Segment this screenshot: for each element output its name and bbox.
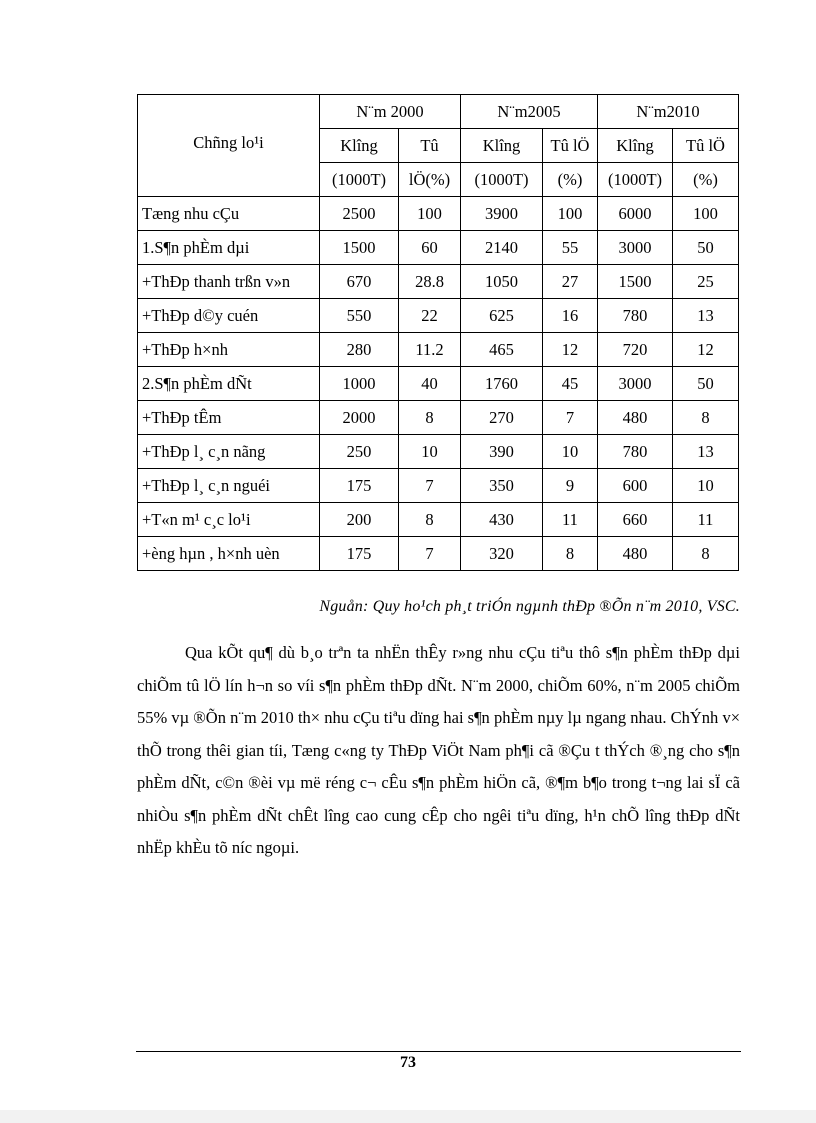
table-cell: 1760 (461, 367, 543, 401)
header-khl-unit: (1000T) (320, 163, 399, 197)
row-label: +ThÐp thanh trßn v»n (138, 265, 320, 299)
table-cell: 13 (673, 299, 739, 333)
table-cell: 3000 (598, 367, 673, 401)
row-label: +ThÐp l¸ c¸n nguéi (138, 469, 320, 503)
header-ratio: Tû lÖ (543, 129, 598, 163)
source-note: Nguån: Quy ho¹ch ph¸t triÓn ngµnh thÐp ®Õn n¨m 2010, VSC. (319, 598, 740, 615)
row-label: +èng hµn , h×nh uèn (138, 537, 320, 571)
table-cell: 10 (399, 435, 461, 469)
table-cell: 100 (399, 197, 461, 231)
table-row (138, 401, 739, 435)
table-cell: 175 (320, 469, 399, 503)
table-cell: 350 (461, 469, 543, 503)
table-cell: 8 (399, 503, 461, 537)
table-cell: 780 (598, 299, 673, 333)
forecast-table (137, 94, 739, 571)
table-cell: 11.2 (399, 333, 461, 367)
table-cell: 3000 (598, 231, 673, 265)
table-row (138, 333, 739, 367)
header-year-2000: N¨m 2000 (320, 95, 461, 129)
row-label: Tæng nhu cÇu (138, 197, 320, 231)
table-row (138, 435, 739, 469)
header-ratio: Tû (399, 129, 461, 163)
table-cell: 2140 (461, 231, 543, 265)
table-row (138, 503, 739, 537)
header-row-years (138, 95, 739, 129)
table-cell: 12 (543, 333, 598, 367)
table-cell: 6000 (598, 197, 673, 231)
table-cell: 60 (399, 231, 461, 265)
header-khl: Klîng (461, 129, 543, 163)
row-label: +ThÐp h×nh (138, 333, 320, 367)
table-cell: 175 (320, 537, 399, 571)
table-cell: 7 (543, 401, 598, 435)
row-label: +ThÐp l¸ c¸n nãng (138, 435, 320, 469)
table-cell: 550 (320, 299, 399, 333)
table-cell: 2500 (320, 197, 399, 231)
header-khl-unit: (1000T) (461, 163, 543, 197)
row-label: +ThÐp d©y cuén (138, 299, 320, 333)
header-ratio-unit: lÖ(%) (399, 163, 461, 197)
table-cell: 50 (673, 367, 739, 401)
row-label: +ThÐp tÊm (138, 401, 320, 435)
table-cell: 40 (399, 367, 461, 401)
table-cell: 780 (598, 435, 673, 469)
table-cell: 480 (598, 537, 673, 571)
table-row (138, 367, 739, 401)
table-cell: 100 (543, 197, 598, 231)
header-ratio: Tû lÖ (673, 129, 739, 163)
table-cell: 250 (320, 435, 399, 469)
body-paragraph: Qua kÕt qu¶ dù b¸o trªn ta nhËn thÊy r»ng nhu cÇu tiªu thô s¶n phÈm thÐp dµi chiÕm tû lÖ lín h¬n so víi s¶n phÈm thÐp dÑt. N¨m 2000, chiÕm 60%, n¨m 2005 chiÕm 55% vµ ®Õn n¨m 2010 th× nhu cÇu tiªu dïng hai s¶n phÈm nµy lµ ngang nhau. ChÝnh v× thÕ trong thêi gian tíi, Tæng c«ng ty ThÐp ViÖt Nam ph¶i cã ®Çu t thÝch ®¸ng cho s¶n phÈm dÑt, c©n ®èi vµ më réng c¬ cÊu s¶n phÈm hiÖn cã, ®¶m b¶o trong t¬ng lai sÏ cã nhiÒu s¶n phÈm dÑt chÊt lîng cao cung cÊp cho ngêi tiªu dïng, h¹n chÕ lîng thÐp dÑt nhËp khÈu tõ níc ngoµi. (137, 643, 740, 857)
table-cell: 1050 (461, 265, 543, 299)
table-cell: 1000 (320, 367, 399, 401)
header-ratio-unit: (%) (543, 163, 598, 197)
table-cell: 480 (598, 401, 673, 435)
header-khl-unit: (1000T) (598, 163, 673, 197)
table-row (138, 299, 739, 333)
table-cell: 625 (461, 299, 543, 333)
table-row (138, 265, 739, 299)
table-cell: 1500 (320, 231, 399, 265)
table-row (138, 197, 739, 231)
header-ratio-unit: (%) (673, 163, 739, 197)
header-year-2005: N¨m2005 (461, 95, 598, 129)
table-cell: 670 (320, 265, 399, 299)
table-cell: 16 (543, 299, 598, 333)
table-cell: 7 (399, 537, 461, 571)
table-cell: 22 (399, 299, 461, 333)
footer-rule (136, 1051, 741, 1052)
table-cell: 8 (673, 537, 739, 571)
table-cell: 55 (543, 231, 598, 265)
table-cell: 200 (320, 503, 399, 537)
table-row (138, 537, 739, 571)
table-cell: 50 (673, 231, 739, 265)
page-edge (0, 1110, 816, 1123)
table-cell: 3900 (461, 197, 543, 231)
table-cell: 10 (543, 435, 598, 469)
table-cell: 465 (461, 333, 543, 367)
header-year-2010: N¨m2010 (598, 95, 739, 129)
header-category: Chñng lo¹i (138, 95, 320, 197)
table-cell: 8 (543, 537, 598, 571)
table-cell: 9 (543, 469, 598, 503)
table-cell: 390 (461, 435, 543, 469)
table-cell: 270 (461, 401, 543, 435)
table-cell: 600 (598, 469, 673, 503)
table-row (138, 231, 739, 265)
table-cell: 430 (461, 503, 543, 537)
table-cell: 45 (543, 367, 598, 401)
table-cell: 12 (673, 333, 739, 367)
table-cell: 320 (461, 537, 543, 571)
table-cell: 13 (673, 435, 739, 469)
table-cell: 11 (673, 503, 739, 537)
table-cell: 11 (543, 503, 598, 537)
table-cell: 7 (399, 469, 461, 503)
row-label: 1.S¶n phÈm dµi (138, 231, 320, 265)
table-cell: 8 (673, 401, 739, 435)
table-cell: 25 (673, 265, 739, 299)
table-cell: 280 (320, 333, 399, 367)
header-khl: Klîng (598, 129, 673, 163)
table-cell: 27 (543, 265, 598, 299)
table-cell: 2000 (320, 401, 399, 435)
page-number: 73 (400, 1054, 416, 1071)
table-cell: 100 (673, 197, 739, 231)
table-cell: 720 (598, 333, 673, 367)
table-cell: 8 (399, 401, 461, 435)
table-row (138, 469, 739, 503)
row-label: 2.S¶n phÈm dÑt (138, 367, 320, 401)
header-khl: Klîng (320, 129, 399, 163)
row-label: +T«n m¹ c¸c lo¹i (138, 503, 320, 537)
table-cell: 660 (598, 503, 673, 537)
table-cell: 10 (673, 469, 739, 503)
table-cell: 1500 (598, 265, 673, 299)
table-cell: 28.8 (399, 265, 461, 299)
